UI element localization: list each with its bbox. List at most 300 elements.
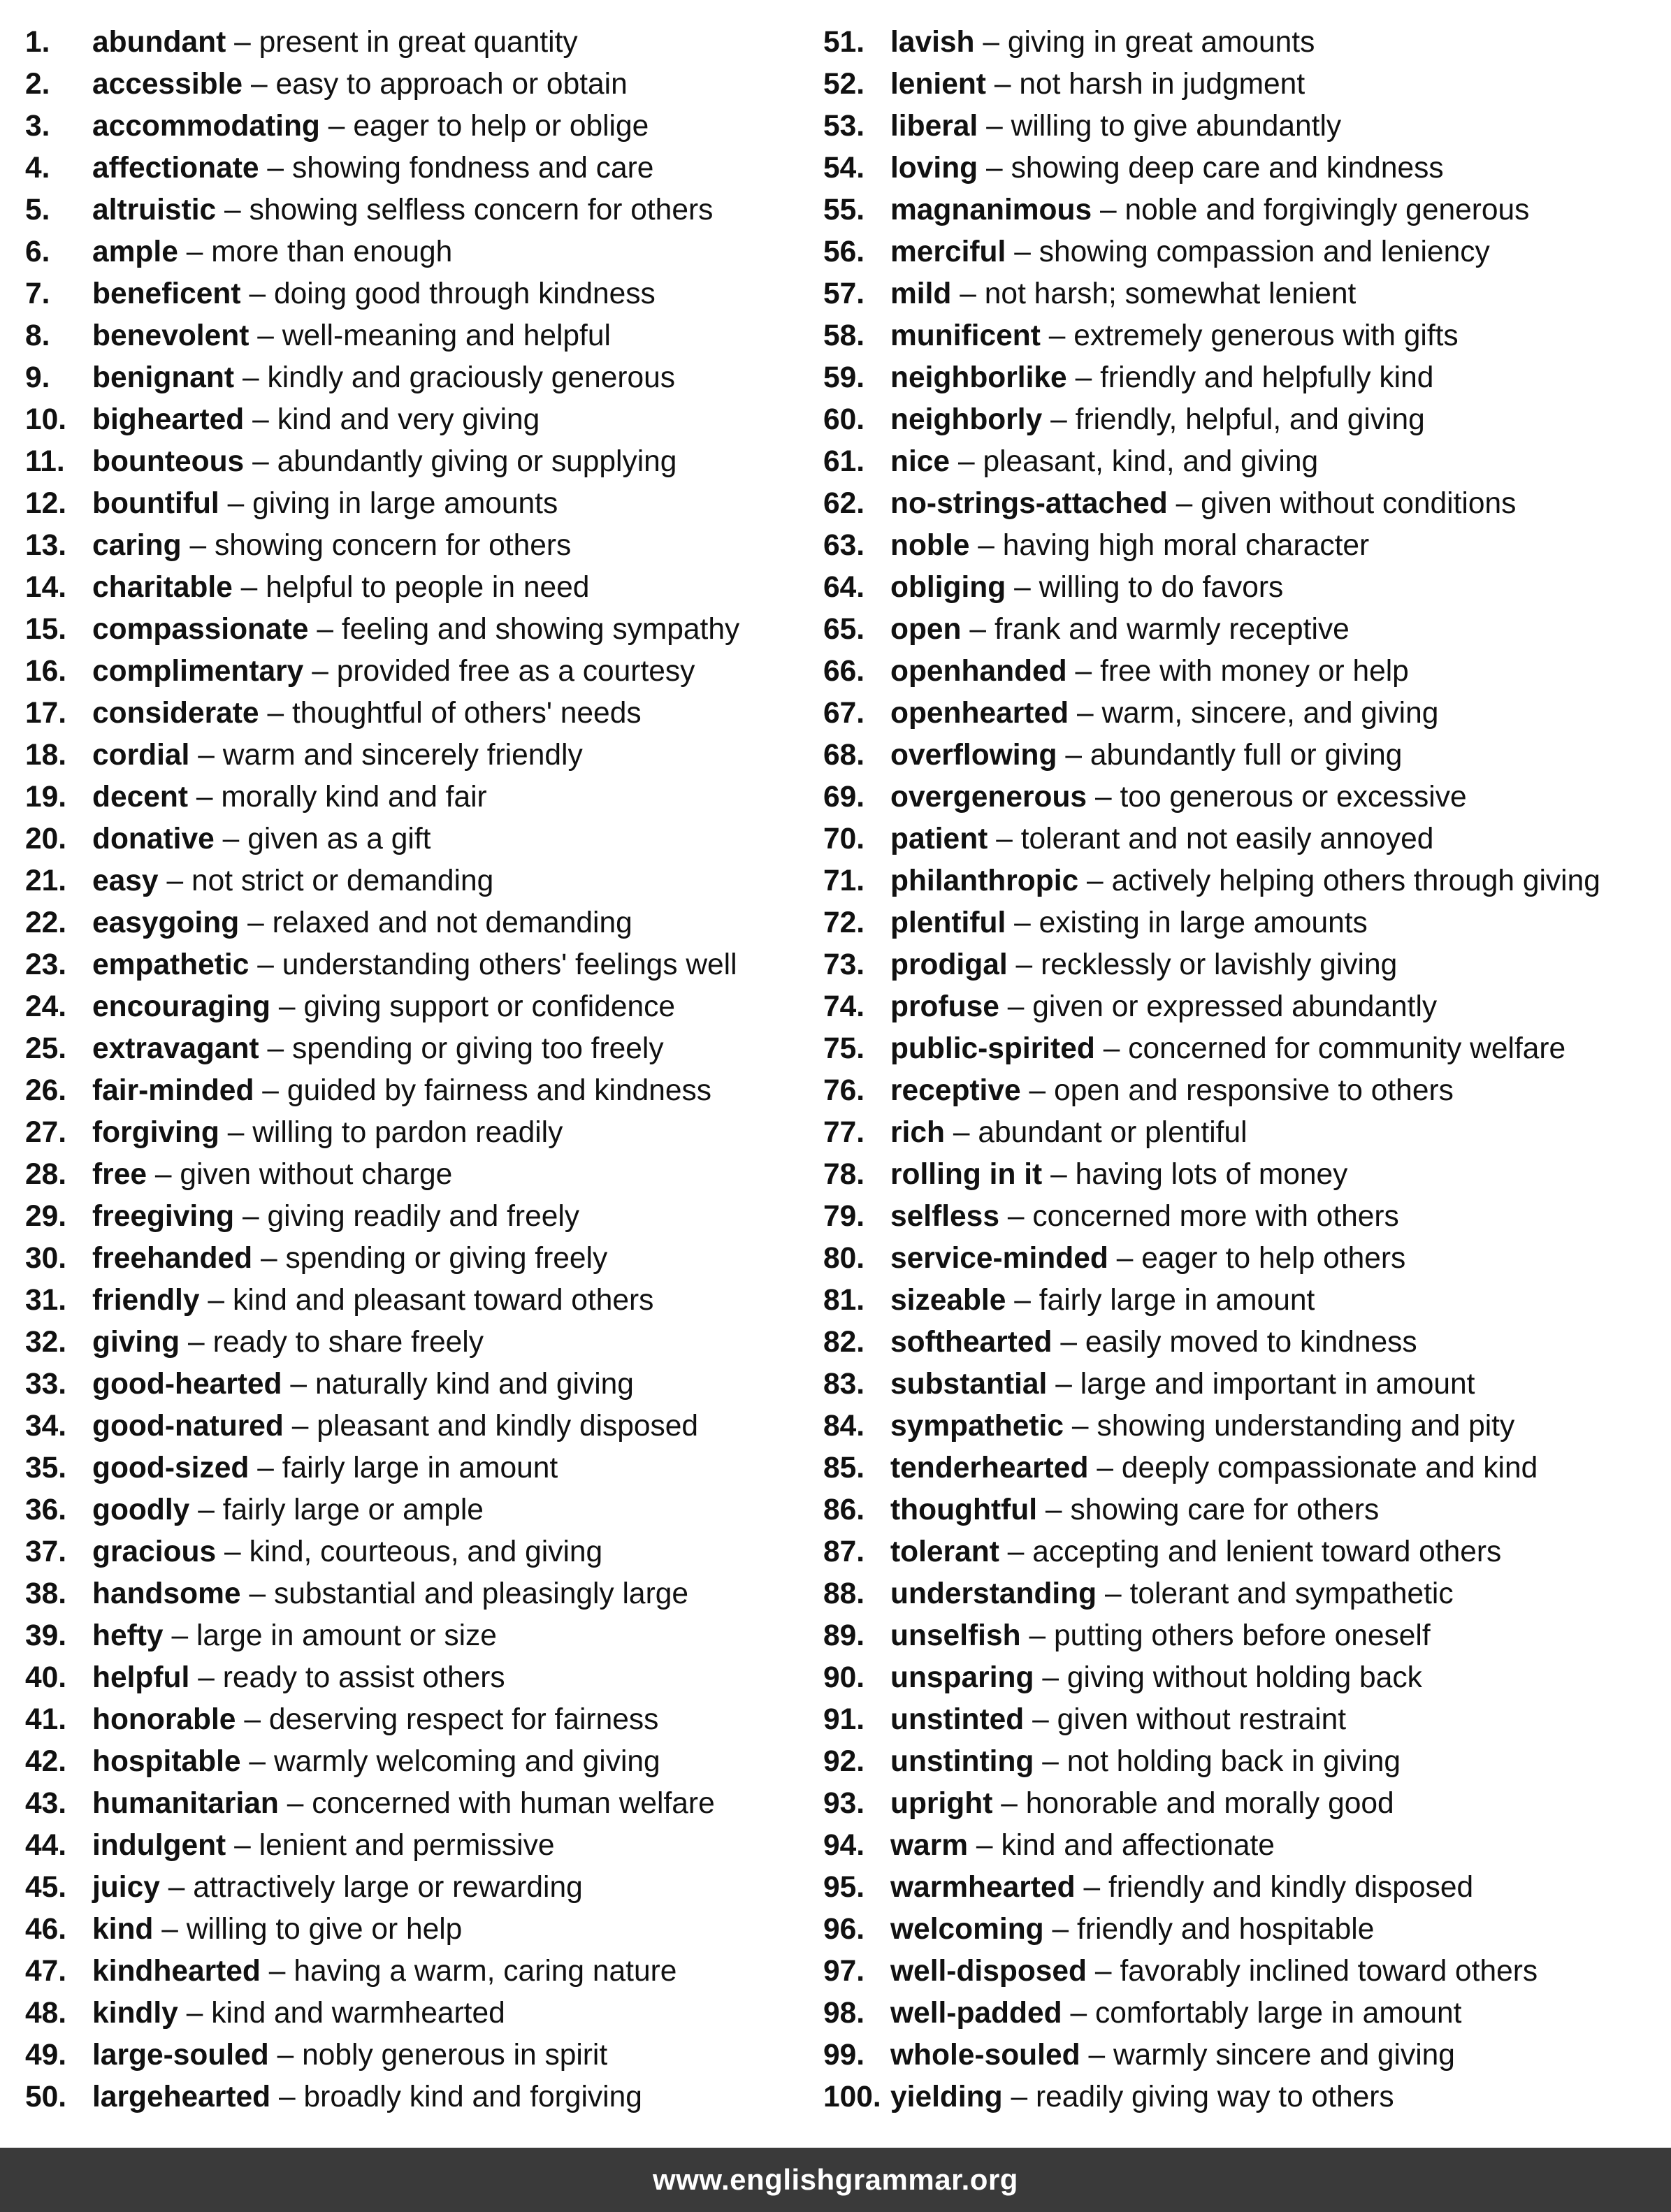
item-definition: attractively large or rewarding	[193, 1871, 583, 1904]
list-item	[823, 986, 1662, 1028]
item-definition: free with money or help	[1100, 655, 1409, 688]
list-item	[823, 441, 1662, 483]
item-definition: giving readily and freely	[267, 1200, 580, 1233]
item-separator: –	[994, 68, 1011, 101]
item-separator: –	[252, 403, 269, 436]
item-word: caring	[92, 529, 182, 562]
item-definition: friendly and helpfully kind	[1100, 361, 1434, 394]
item-number: 97.	[823, 1955, 865, 1988]
item-word: lavish	[890, 26, 975, 59]
list-item	[25, 651, 822, 693]
item-word: well-padded	[890, 1997, 1062, 2030]
item-separator: –	[224, 1535, 241, 1568]
item-number: 37.	[25, 1535, 67, 1568]
item-word: accessible	[92, 68, 243, 101]
item-definition: extremely generous with gifts	[1073, 319, 1459, 352]
item-word: service-minded	[890, 1242, 1108, 1275]
item-word: overgenerous	[890, 781, 1087, 814]
item-definition: friendly, helpful, and giving	[1075, 403, 1425, 436]
list-item	[823, 1154, 1662, 1196]
item-definition: having a warm, caring nature	[294, 1955, 677, 1988]
list-item	[25, 902, 822, 944]
item-number: 72.	[823, 906, 865, 939]
item-number: 21.	[25, 865, 67, 897]
item-separator: –	[1076, 697, 1094, 730]
list-item	[823, 651, 1662, 693]
item-definition: giving in great amounts	[1007, 26, 1315, 59]
item-definition: frank and warmly receptive	[994, 613, 1350, 646]
item-number: 52.	[823, 68, 865, 101]
item-definition: not harsh in judgment	[1019, 68, 1305, 101]
item-definition: abundantly giving or supplying	[277, 445, 677, 478]
item-word: kindhearted	[92, 1955, 261, 1988]
item-definition: helpful to people in need	[266, 571, 590, 604]
item-number: 87.	[823, 1535, 865, 1568]
item-number: 64.	[823, 571, 865, 604]
item-number: 28.	[25, 1158, 67, 1191]
item-definition: pleasant and kindly disposed	[317, 1410, 699, 1443]
item-separator: –	[1094, 1955, 1112, 1988]
item-word: merciful	[890, 236, 1006, 268]
list-item	[823, 315, 1662, 357]
item-separator: –	[224, 194, 241, 226]
item-number: 6.	[25, 236, 50, 268]
item-word: freehanded	[92, 1242, 253, 1275]
item-separator: –	[198, 1494, 215, 1526]
item-separator: –	[267, 1032, 284, 1065]
item-word: noble	[890, 529, 970, 562]
item-definition: thoughtful of others' needs	[292, 697, 642, 730]
item-word: liberal	[890, 110, 978, 143]
item-word: warm	[890, 1829, 969, 1862]
item-definition: showing deep care and kindness	[1011, 152, 1444, 185]
item-number: 24.	[25, 990, 67, 1023]
list-item	[823, 1112, 1662, 1154]
item-word: bounteous	[92, 445, 245, 478]
item-word: accommodating	[92, 110, 320, 143]
item-separator: –	[186, 236, 203, 268]
item-number: 5.	[25, 194, 50, 226]
item-number: 75.	[823, 1032, 865, 1065]
item-separator: –	[277, 2039, 294, 2072]
item-definition: ready to share freely	[212, 1326, 484, 1359]
item-separator: –	[250, 68, 268, 101]
list-item	[25, 609, 822, 651]
list-item	[823, 1909, 1662, 1951]
list-item	[25, 860, 822, 902]
item-word: altruistic	[92, 194, 217, 226]
item-number: 70.	[823, 823, 865, 855]
item-separator: –	[1075, 655, 1092, 688]
item-number: 71.	[823, 865, 865, 897]
item-separator: –	[1083, 1871, 1101, 1904]
item-definition: feeling and showing sympathy	[341, 613, 740, 646]
list-item	[25, 1657, 822, 1699]
item-definition: provided free as a courtesy	[336, 655, 695, 688]
item-separator: –	[166, 865, 184, 897]
item-separator: –	[1032, 1703, 1049, 1736]
item-definition: understanding others' feelings well	[282, 948, 737, 981]
list-item	[25, 1447, 822, 1489]
list-item	[25, 2076, 822, 2118]
list-item	[823, 357, 1662, 399]
item-word: good-sized	[92, 1452, 249, 1484]
item-definition: substantial and pleasingly large	[273, 1577, 688, 1610]
item-separator: –	[1007, 1200, 1025, 1233]
item-separator: –	[1094, 781, 1112, 814]
item-word: yielding	[890, 2081, 1003, 2113]
list-item	[823, 1699, 1662, 1741]
item-number: 73.	[823, 948, 865, 981]
item-separator: –	[257, 1452, 274, 1484]
item-number: 34.	[25, 1410, 67, 1443]
item-word: no-strings-attached	[890, 487, 1168, 520]
item-separator: –	[986, 110, 1003, 143]
item-definition: deserving respect for fairness	[268, 1703, 659, 1736]
item-separator: –	[957, 445, 975, 478]
item-number: 83.	[823, 1368, 865, 1401]
item-number: 62.	[823, 487, 865, 520]
item-word: largehearted	[92, 2081, 271, 2113]
item-separator: –	[1116, 1242, 1134, 1275]
item-separator: –	[1050, 403, 1067, 436]
list-item	[25, 1909, 822, 1951]
item-number: 86.	[823, 1494, 865, 1526]
item-word: bountiful	[92, 487, 219, 520]
list-item	[823, 189, 1662, 231]
item-number: 8.	[25, 319, 50, 352]
item-separator: –	[976, 1829, 993, 1862]
item-definition: eager to help or oblige	[353, 110, 649, 143]
item-definition: willing to give or help	[186, 1913, 463, 1946]
item-definition: showing selfless concern for others	[249, 194, 714, 226]
item-separator: –	[1001, 1787, 1018, 1820]
item-definition: large and important in amount	[1080, 1368, 1475, 1401]
item-word: warmhearted	[890, 1871, 1076, 1904]
list-item	[823, 735, 1662, 776]
item-number: 18.	[25, 739, 67, 772]
item-word: patient	[890, 823, 988, 855]
item-separator: –	[953, 1116, 970, 1149]
item-word: kindly	[92, 1997, 178, 2030]
item-definition: kind and very giving	[277, 403, 540, 436]
list-item	[25, 1993, 822, 2034]
item-definition: kindly and graciously generous	[267, 361, 676, 394]
list-item	[823, 273, 1662, 315]
list-item	[25, 64, 822, 106]
item-separator: –	[154, 1158, 172, 1191]
item-word: hefty	[92, 1619, 164, 1652]
item-separator: –	[287, 1787, 304, 1820]
item-separator: –	[1070, 1997, 1087, 2030]
list-item	[25, 1615, 822, 1657]
item-definition: readily giving way to others	[1036, 2081, 1394, 2113]
item-definition: showing concern for others	[214, 529, 572, 562]
item-separator: –	[1050, 1158, 1067, 1191]
item-word: unsparing	[890, 1661, 1034, 1694]
item-separator: –	[983, 26, 1000, 59]
item-number: 90.	[823, 1661, 865, 1694]
list-item	[25, 1238, 822, 1280]
list-item	[823, 1741, 1662, 1783]
item-definition: recklessly or lavishly giving	[1041, 948, 1398, 981]
list-item	[823, 567, 1662, 609]
item-word: decent	[92, 781, 188, 814]
item-definition: ready to assist others	[222, 1661, 505, 1694]
item-number: 25.	[25, 1032, 67, 1065]
list-item	[823, 1447, 1662, 1489]
item-separator: –	[1055, 1368, 1072, 1401]
item-definition: noble and forgivingly generous	[1124, 194, 1530, 226]
item-separator: –	[267, 152, 284, 185]
item-word: softhearted	[890, 1326, 1052, 1359]
item-separator: –	[242, 361, 259, 394]
list-item	[823, 2034, 1662, 2076]
item-word: receptive	[890, 1074, 1021, 1107]
item-separator: –	[268, 1955, 286, 1988]
item-separator: –	[249, 1577, 266, 1610]
item-word: prodigal	[890, 948, 1008, 981]
item-number: 59.	[823, 361, 865, 394]
list-item	[823, 1028, 1662, 1070]
list-item	[823, 147, 1662, 189]
item-separator: –	[198, 739, 215, 772]
item-definition: spending or giving freely	[285, 1242, 608, 1275]
item-separator: –	[1075, 361, 1092, 394]
list-item	[25, 22, 822, 64]
list-item	[25, 818, 822, 860]
item-number: 16.	[25, 655, 67, 688]
item-definition: concerned for community welfare	[1128, 1032, 1566, 1065]
item-definition: friendly and kindly disposed	[1108, 1871, 1474, 1904]
item-word: cordial	[92, 739, 190, 772]
word-list-right-column	[823, 22, 1662, 2118]
item-separator: –	[1065, 739, 1083, 772]
item-number: 94.	[823, 1829, 865, 1862]
item-separator: –	[196, 781, 213, 814]
item-word: rich	[890, 1116, 945, 1149]
item-separator: –	[1014, 1284, 1031, 1317]
item-word: nice	[890, 445, 950, 478]
item-word: well-disposed	[890, 1955, 1087, 1988]
list-item	[25, 2034, 822, 2076]
item-number: 31.	[25, 1284, 67, 1317]
item-number: 30.	[25, 1242, 67, 1275]
item-number: 48.	[25, 1997, 67, 2030]
item-word: extravagant	[92, 1032, 259, 1065]
item-word: large-souled	[92, 2039, 269, 2072]
item-word: unstinted	[890, 1703, 1025, 1736]
item-separator: –	[234, 1829, 251, 1862]
item-separator: –	[234, 26, 251, 59]
list-item	[25, 1405, 822, 1447]
footer-bar	[0, 2148, 1671, 2212]
item-number: 55.	[823, 194, 865, 226]
item-definition: too generous or excessive	[1120, 781, 1467, 814]
item-separator: –	[1087, 865, 1104, 897]
item-number: 10.	[25, 403, 67, 436]
item-number: 76.	[823, 1074, 865, 1107]
list-item	[823, 1531, 1662, 1573]
item-definition: fairly large in amount	[282, 1452, 558, 1484]
list-item	[25, 1699, 822, 1741]
item-definition: giving without holding back	[1066, 1661, 1422, 1694]
item-separator: –	[1105, 1577, 1122, 1610]
item-separator: –	[1103, 1032, 1120, 1065]
item-definition: honorable and morally good	[1025, 1787, 1394, 1820]
item-definition: giving in large amounts	[252, 487, 558, 520]
item-number: 58.	[823, 319, 865, 352]
item-separator: –	[262, 1074, 279, 1107]
item-word: hospitable	[92, 1745, 241, 1778]
list-item	[25, 315, 822, 357]
list-item	[823, 22, 1662, 64]
item-separator: –	[1015, 948, 1033, 981]
item-word: profuse	[890, 990, 999, 1023]
item-separator: –	[1029, 1619, 1046, 1652]
list-item	[25, 231, 822, 273]
item-number: 26.	[25, 1074, 67, 1107]
item-number: 99.	[823, 2039, 865, 2072]
item-word: honorable	[92, 1703, 236, 1736]
item-number: 68.	[823, 739, 865, 772]
item-word: overflowing	[890, 739, 1057, 772]
item-number: 35.	[25, 1452, 67, 1484]
item-separator: –	[1071, 1410, 1089, 1443]
item-separator: –	[247, 906, 264, 939]
item-word: public-spirited	[890, 1032, 1095, 1065]
item-word: benignant	[92, 361, 235, 394]
item-definition: kind and affectionate	[1001, 1829, 1275, 1862]
item-number: 49.	[25, 2039, 67, 2072]
item-word: understanding	[890, 1577, 1097, 1610]
list-item	[25, 735, 822, 776]
item-number: 51.	[823, 26, 865, 59]
list-item	[25, 944, 822, 986]
item-number: 54.	[823, 152, 865, 185]
item-separator: –	[986, 152, 1003, 185]
item-number: 95.	[823, 1871, 865, 1904]
item-number: 40.	[25, 1661, 67, 1694]
item-number: 100.	[823, 2081, 881, 2113]
item-separator: –	[249, 1745, 266, 1778]
item-word: substantial	[890, 1368, 1048, 1401]
item-word: unstinting	[890, 1745, 1034, 1778]
item-number: 14.	[25, 571, 67, 604]
item-number: 36.	[25, 1494, 67, 1526]
item-number: 92.	[823, 1745, 865, 1778]
list-item	[823, 106, 1662, 147]
list-item	[823, 944, 1662, 986]
item-word: sympathetic	[890, 1410, 1064, 1443]
item-number: 74.	[823, 990, 865, 1023]
item-separator: –	[1048, 319, 1066, 352]
item-word: rolling in it	[890, 1158, 1043, 1191]
item-definition: guided by fairness and kindness	[287, 1074, 712, 1107]
list-item	[25, 693, 822, 735]
item-word: donative	[92, 823, 215, 855]
item-definition: favorably inclined toward others	[1120, 1955, 1538, 1988]
item-separator: –	[1052, 1913, 1069, 1946]
item-separator: –	[243, 1200, 259, 1233]
item-word: unselfish	[890, 1619, 1021, 1652]
item-word: mild	[890, 277, 952, 310]
item-word: gracious	[92, 1535, 217, 1568]
item-word: bighearted	[92, 403, 245, 436]
item-definition: fairly large or ample	[222, 1494, 484, 1526]
item-definition: tolerant and not easily annoyed	[1020, 823, 1434, 855]
list-item	[823, 1238, 1662, 1280]
item-number: 65.	[823, 613, 865, 646]
list-item	[25, 1489, 822, 1531]
item-separator: –	[279, 2081, 296, 2113]
item-definition: existing in large amounts	[1039, 906, 1368, 939]
item-word: goodly	[92, 1494, 190, 1526]
item-definition: giving support or confidence	[303, 990, 676, 1023]
item-definition: kind and pleasant toward others	[232, 1284, 654, 1317]
item-word: tenderhearted	[890, 1452, 1089, 1484]
item-separator: –	[290, 1368, 308, 1401]
item-definition: well-meaning and helpful	[282, 319, 611, 352]
list-item	[25, 1783, 822, 1825]
item-number: 63.	[823, 529, 865, 562]
item-definition: morally kind and fair	[221, 781, 487, 814]
item-number: 38.	[25, 1577, 67, 1610]
item-word: benevolent	[92, 319, 249, 352]
item-word: sizeable	[890, 1284, 1006, 1317]
item-separator: –	[249, 277, 266, 310]
item-word: charitable	[92, 571, 233, 604]
item-separator: –	[1042, 1745, 1059, 1778]
footer-url[interactable]: www.englishgrammar.org	[653, 2163, 1018, 2196]
list-item	[823, 64, 1662, 106]
list-item	[823, 1573, 1662, 1615]
list-item	[25, 1280, 822, 1322]
item-definition: given without restraint	[1057, 1703, 1347, 1736]
item-definition: doing good through kindness	[273, 277, 656, 310]
item-definition: given without conditions	[1201, 487, 1517, 520]
item-separator: –	[291, 1410, 309, 1443]
item-word: loving	[890, 152, 978, 185]
list-item	[25, 986, 822, 1028]
list-item	[25, 357, 822, 399]
item-separator: –	[161, 1913, 178, 1946]
list-item	[25, 567, 822, 609]
item-separator: –	[257, 948, 274, 981]
item-number: 9.	[25, 361, 50, 394]
list-item	[823, 2076, 1662, 2118]
item-separator: –	[1176, 487, 1193, 520]
item-separator: –	[257, 319, 274, 352]
item-number: 43.	[25, 1787, 67, 1820]
item-number: 33.	[25, 1368, 67, 1401]
list-item	[25, 1112, 822, 1154]
item-word: free	[92, 1158, 147, 1191]
item-definition: not holding back in giving	[1066, 1745, 1401, 1778]
list-item	[25, 1741, 822, 1783]
list-item	[823, 1951, 1662, 1993]
item-definition: showing care for others	[1070, 1494, 1380, 1526]
item-word: openhearted	[890, 697, 1069, 730]
item-definition: friendly and hospitable	[1077, 1913, 1375, 1946]
item-separator: –	[1007, 990, 1025, 1023]
list-item	[25, 1070, 822, 1112]
item-number: 45.	[25, 1871, 67, 1904]
item-number: 80.	[823, 1242, 865, 1275]
item-number: 42.	[25, 1745, 67, 1778]
item-definition: broadly kind and forgiving	[303, 2081, 642, 2113]
item-definition: kind and warmhearted	[211, 1997, 505, 2030]
